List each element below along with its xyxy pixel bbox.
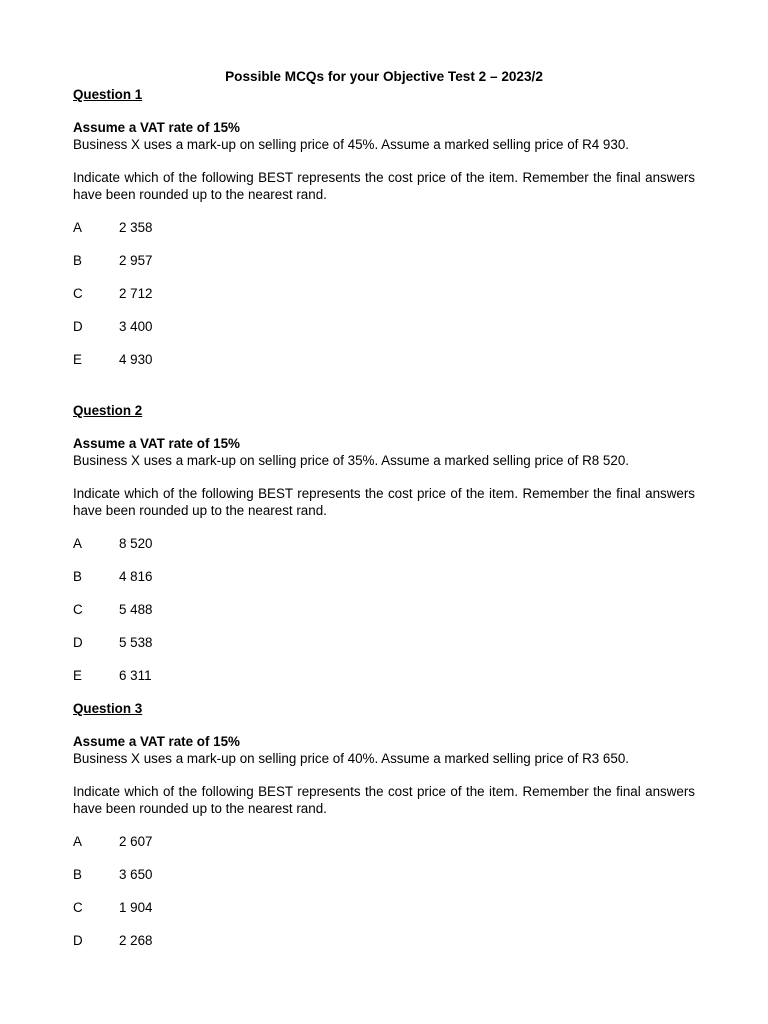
option-letter: A — [73, 220, 82, 235]
answer-option — [73, 866, 695, 883]
answer-options — [73, 833, 695, 949]
option-value: 5 538 — [119, 635, 153, 650]
answer-options — [73, 535, 695, 684]
option-value: 1 904 — [119, 900, 153, 915]
question-heading: Question 3 — [73, 701, 143, 716]
option-value: 2 607 — [119, 834, 153, 849]
answer-option — [73, 351, 695, 368]
option-value: 4 816 — [119, 569, 153, 584]
answer-option — [73, 568, 695, 585]
answer-option — [73, 634, 695, 651]
answer-option — [73, 667, 695, 684]
option-letter: D — [73, 319, 83, 334]
question-3 — [73, 700, 695, 949]
question-heading: Question 1 — [73, 87, 143, 102]
option-letter: C — [73, 286, 83, 301]
answer-option — [73, 535, 695, 552]
option-letter: D — [73, 933, 83, 948]
option-value: 2 358 — [119, 220, 153, 235]
option-letter: C — [73, 602, 83, 617]
answer-option — [73, 601, 695, 618]
option-letter: E — [73, 352, 82, 367]
option-letter: B — [73, 569, 82, 584]
option-value: 5 488 — [119, 602, 153, 617]
option-letter: A — [73, 834, 82, 849]
answer-option — [73, 318, 695, 335]
option-letter: A — [73, 536, 82, 551]
question-2 — [73, 402, 695, 684]
vat-assumption: Assume a VAT rate of 15% — [73, 120, 240, 135]
question-instruction: Indicate which of the following BEST represents the cost price of the item. Remember the final answers have been rounded up to the nearest rand. — [73, 170, 695, 202]
option-letter: B — [73, 253, 82, 268]
option-letter: C — [73, 900, 83, 915]
question-instruction: Indicate which of the following BEST represents the cost price of the item. Remember the final answers have been rounded up to the nearest rand. — [73, 486, 695, 518]
question-premise: Business X uses a mark-up on selling price of 35%. Assume a marked selling price of R8 520. — [73, 453, 629, 468]
question-premise: Business X uses a mark-up on selling price of 40%. Assume a marked selling price of R3 650. — [73, 751, 629, 766]
option-letter: B — [73, 867, 82, 882]
option-value: 4 930 — [119, 352, 153, 367]
vat-assumption: Assume a VAT rate of 15% — [73, 436, 240, 451]
question-instruction: Indicate which of the following BEST represents the cost price of the item. Remember the final answers have been rounded up to the nearest rand. — [73, 784, 695, 816]
option-letter: E — [73, 668, 82, 683]
question-heading: Question 2 — [73, 403, 143, 418]
vat-assumption: Assume a VAT rate of 15% — [73, 734, 240, 749]
option-value: 3 650 — [119, 867, 153, 882]
option-value: 6 311 — [119, 668, 152, 683]
answer-options — [73, 219, 695, 368]
option-letter: D — [73, 635, 83, 650]
answer-option — [73, 219, 695, 236]
question-1 — [73, 86, 695, 368]
option-value: 2 268 — [119, 933, 153, 948]
answer-option — [73, 932, 695, 949]
option-value: 2 957 — [119, 253, 153, 268]
answer-option — [73, 285, 695, 302]
answer-option — [73, 899, 695, 916]
option-value: 8 520 — [119, 536, 153, 551]
document-title: Possible MCQs for your Objective Test 2 – 2023/2 — [225, 69, 543, 84]
option-value: 3 400 — [119, 319, 153, 334]
answer-option — [73, 252, 695, 269]
answer-option — [73, 833, 695, 850]
option-value: 2 712 — [119, 286, 153, 301]
question-premise: Business X uses a mark-up on selling price of 45%. Assume a marked selling price of R4 930. — [73, 137, 629, 152]
